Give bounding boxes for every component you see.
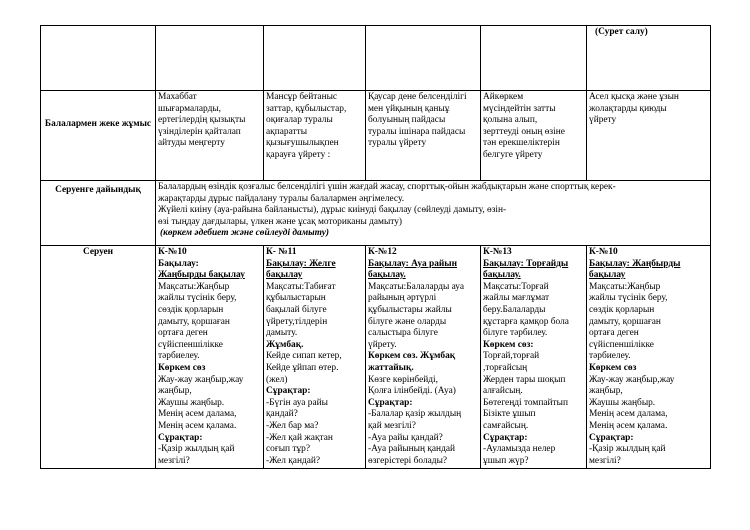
top-cell-2 xyxy=(264,26,366,91)
walk-line: Мақсаты:Торғай xyxy=(483,281,549,292)
walk-line: -Қазір жылдың қай xyxy=(158,444,235,455)
walk-line: Бақылау: Желге xyxy=(266,258,336,269)
walk-line: К-№10 xyxy=(158,247,187,257)
cell-line: Қаусар дене белсенділігі xyxy=(368,92,467,102)
walk-line: қандай? xyxy=(266,409,298,420)
walk-line: жаңбыр, xyxy=(158,386,192,397)
walk-line: Менің әсем қаламa. xyxy=(589,420,668,431)
walk-line: өзгерістері болады? xyxy=(368,455,448,466)
individual-work-cell xyxy=(587,91,711,181)
walk-line: -Жел бар ма? xyxy=(266,420,319,431)
walk-line: салыстыра білуге xyxy=(368,328,438,339)
walk-line: алғайсың. xyxy=(483,386,523,397)
walk-line: дамыту, қоршаған xyxy=(158,316,230,327)
cell-line: белгуге үйрету xyxy=(483,149,543,160)
walk-line: Кейде ұйпап өтер. xyxy=(266,362,339,373)
top-cell-4 xyxy=(481,26,587,91)
walk-line: Менің әсем даламa, xyxy=(158,409,237,420)
walk-line: ,торғайсың xyxy=(483,362,528,373)
walk-line: үйрету. xyxy=(368,339,397,350)
walk-line: сүйіспеншілікке xyxy=(158,339,223,350)
cell-line: Айкөркем xyxy=(483,92,524,102)
walk-line: жаттайық. xyxy=(368,362,414,373)
top-cell-3 xyxy=(366,26,481,91)
walk-prep-line: өзі тыңдау дағдылары, үлкен және ұсақ моториканы дамыту) xyxy=(158,216,403,227)
walk-line: құстарға қамқор бола xyxy=(483,316,569,327)
walk-row xyxy=(41,246,711,469)
cell-line: қызығушылықпен xyxy=(266,138,339,149)
walk-line: беру.Балаларды xyxy=(483,304,546,315)
walk-line: ортаға деген xyxy=(158,328,208,339)
walk-label: Серуен xyxy=(41,246,156,469)
walk-line: бақылау xyxy=(589,270,626,281)
walk-line: бақылау. xyxy=(368,270,406,281)
walk-line: Мақсаты:Жаңбыр xyxy=(158,281,230,292)
walk-prep-footer: (көркем әдебиет және сөйлеуді дамыту) xyxy=(160,228,330,239)
walk-line: Жаушы жаңбыр. xyxy=(589,397,656,408)
cell-line: заттар, құбылыстар, xyxy=(266,103,347,114)
walk-line: сөздік қорларын xyxy=(589,304,655,315)
walk-line: Бөтегеңді томпайтып xyxy=(483,397,568,408)
walk-line: (жел) xyxy=(266,374,288,385)
walk-line: Сұрақтар: xyxy=(158,432,203,443)
cell-line: болуының пайдасы xyxy=(368,115,446,126)
walk-line: Мақсаты:Табиғат xyxy=(266,281,336,292)
walk-line: мезгілі? xyxy=(158,455,190,466)
walk-line: Көзге көрінбейді, xyxy=(368,374,438,385)
walk-prep-cell xyxy=(156,181,711,246)
walk-line: Жау-жау жаңбыр,жау xyxy=(589,374,675,385)
walk-line: К-№12 xyxy=(368,247,397,257)
walk-line: К- №11 xyxy=(266,247,297,257)
cell-line: Мансұр бейтаныс xyxy=(266,92,338,102)
walk-line: бақылау xyxy=(266,270,303,281)
walk-line: бақылау. xyxy=(483,270,521,281)
walk-line: сөздік қорларын xyxy=(158,304,224,315)
walk-line: -Жел қандай? xyxy=(266,455,321,466)
walk-line: жайлы түсінік беру, xyxy=(589,293,668,304)
walk-line: К-№13 xyxy=(483,247,512,257)
walk-prep-row xyxy=(41,181,711,246)
walk-cell xyxy=(481,246,587,469)
walk-line: қай мезгілі? xyxy=(368,420,416,431)
walk-line: -Ауламызда нелер xyxy=(483,444,556,455)
cell-line: жолақтарды қиюды xyxy=(589,103,667,114)
cell-line: қарауға үйрету : xyxy=(266,149,331,160)
walk-line: Қолға ілінбейді. (Ауа) xyxy=(368,386,456,397)
drawing-note: (Сурет салу) xyxy=(595,27,648,37)
walk-line: Бақылау: Жаңбырды xyxy=(589,258,681,269)
cell-line: үзінділерін қайталап xyxy=(158,126,241,137)
cell-line: Махаббат xyxy=(158,92,197,102)
walk-line: Кейде сипап кетер, xyxy=(266,351,342,362)
individual-work-cell xyxy=(264,91,366,181)
walk-prep-line: Балалардың өзіндік қозғалыс белсенділігі үшін жағдай жасау, спорттық-ойын жабдықтарын және спорттық керек- xyxy=(158,182,616,192)
walk-line: -Қазір жылдың қай xyxy=(589,444,666,455)
walk-line: Жаушы жаңбыр. xyxy=(158,397,225,408)
top-row xyxy=(41,26,711,91)
walk-line: соғып тұр? xyxy=(266,444,310,455)
walk-line: жаңбыр, xyxy=(589,386,623,397)
individual-work-cell xyxy=(156,91,264,181)
individual-work-cell xyxy=(481,91,587,181)
walk-line: -Ауа райының қандай xyxy=(368,444,456,455)
cell-line: туралы ішінара пайдасы xyxy=(368,126,466,137)
cell-line: қолына алып, xyxy=(483,115,538,126)
walk-line: Бақылау: xyxy=(158,258,199,269)
individual-work-row xyxy=(41,91,711,181)
walk-line: ұшып жүр? xyxy=(483,455,529,466)
walk-line: дамыту. xyxy=(266,328,298,339)
walk-prep-line: жарақтарды дұрыс пайдалану туралы балалармен әңгімелесу. xyxy=(158,193,405,204)
daily-plan-table xyxy=(40,25,711,469)
top-cell-1 xyxy=(156,26,264,91)
cell-line: оқиғалар туралы xyxy=(266,115,333,126)
walk-line: Сұрақтар: xyxy=(589,432,634,443)
walk-prep-label: Серуенге дайындық xyxy=(41,181,156,246)
walk-cell xyxy=(587,246,711,469)
walk-cell xyxy=(264,246,366,469)
walk-line: Бізікте ұшып xyxy=(483,409,536,420)
walk-line: Сұрақтар: xyxy=(266,386,311,397)
walk-line: тәрбиелеу. xyxy=(158,351,200,362)
cell-line: мен үйқының қаныұ xyxy=(368,103,450,114)
walk-line: К-№10 xyxy=(589,247,618,257)
walk-line: Көркем сөз xyxy=(589,362,637,373)
walk-line: ортаға деген xyxy=(589,328,639,339)
walk-line: білуге тәрбилеу. xyxy=(483,328,548,339)
cell-line: айтуды меңгерту xyxy=(158,138,225,149)
walk-line: Менің әсем даламa, xyxy=(589,409,668,420)
walk-line: Көркем сөз: xyxy=(483,339,534,350)
cell-line: туралы үйрету xyxy=(368,138,427,149)
walk-line: Мақсаты:Балаларды ауа xyxy=(368,281,465,292)
walk-line: Сұрақтар: xyxy=(368,397,413,408)
cell-line: ертегілердің қызықты xyxy=(158,115,246,126)
walk-line: Мақсаты:Жаңбыр xyxy=(589,281,661,292)
walk-line: құбылыстарын xyxy=(266,293,326,304)
walk-line: Бақылау: Ауа райын xyxy=(368,258,458,269)
walk-line: тәрбиелеу. xyxy=(589,351,631,362)
cell-line: Асел қысқа және ұзын xyxy=(589,92,679,102)
walk-line: Торғай,торғай xyxy=(483,351,540,362)
walk-line: -Ауа райы қандай? xyxy=(368,432,443,443)
walk-line: самғайсың. xyxy=(483,420,529,431)
cell-line: мүсіндейтін затты xyxy=(483,103,556,114)
walk-line: Көркем сөз xyxy=(158,362,206,373)
walk-line: жайлы мағлұмат xyxy=(483,293,550,304)
individual-work-label: Балалармен жеке жұмыс xyxy=(41,91,156,181)
walk-line: Бақылау: Торғайды xyxy=(483,258,569,269)
walk-prep-line: Жүйелі киіну (ауа-райына байланысты), дұрыс киінуді бақылау (сөйлеуді дамыту, өзін- xyxy=(158,205,507,216)
walk-line: Жаңбырды бақылау xyxy=(158,270,245,281)
walk-line: сүйіспеншілікке xyxy=(589,339,654,350)
walk-line: райының әртүрлі xyxy=(368,293,437,304)
cell-line: ақпаратты xyxy=(266,126,307,137)
walk-line: мезгілі? xyxy=(589,455,621,466)
cell-line: шығармаларды, xyxy=(158,103,221,114)
top-cell-label xyxy=(41,26,156,91)
walk-line: Жерден тары шоқып xyxy=(483,374,566,385)
top-cell-5 xyxy=(587,26,711,91)
cell-line: зерттеуді оның өзіне xyxy=(483,126,565,137)
walk-line: -Бүгін ауа райы xyxy=(266,397,328,408)
walk-line: Жұмбақ. xyxy=(266,339,304,350)
walk-line: дамыту, қоршаған xyxy=(589,316,661,327)
walk-cell xyxy=(156,246,264,469)
walk-line: жайлы түсінік беру, xyxy=(158,293,237,304)
walk-line: үйрету,тілдерін xyxy=(266,316,328,327)
cell-line: үйрету xyxy=(589,115,617,126)
walk-line: -Балалар қазір жылдың xyxy=(368,409,462,420)
walk-line: бақылай білуге xyxy=(266,304,327,315)
walk-line: -Жел қай жақтан xyxy=(266,432,333,443)
individual-work-cell xyxy=(366,91,481,181)
walk-line: Менің әсем қаламa. xyxy=(158,420,237,431)
walk-line: Сұрақтар: xyxy=(483,432,528,443)
walk-line: Жау-жау жаңбыр,жау xyxy=(158,374,244,385)
walk-line: құбылыстары жайлы xyxy=(368,304,452,315)
cell-line: тән ерекшеліктерін xyxy=(483,138,560,149)
walk-cell xyxy=(366,246,481,469)
walk-line: білуге және оларды xyxy=(368,316,447,327)
walk-line: Көркем сөз. Жұмбақ xyxy=(368,351,456,362)
